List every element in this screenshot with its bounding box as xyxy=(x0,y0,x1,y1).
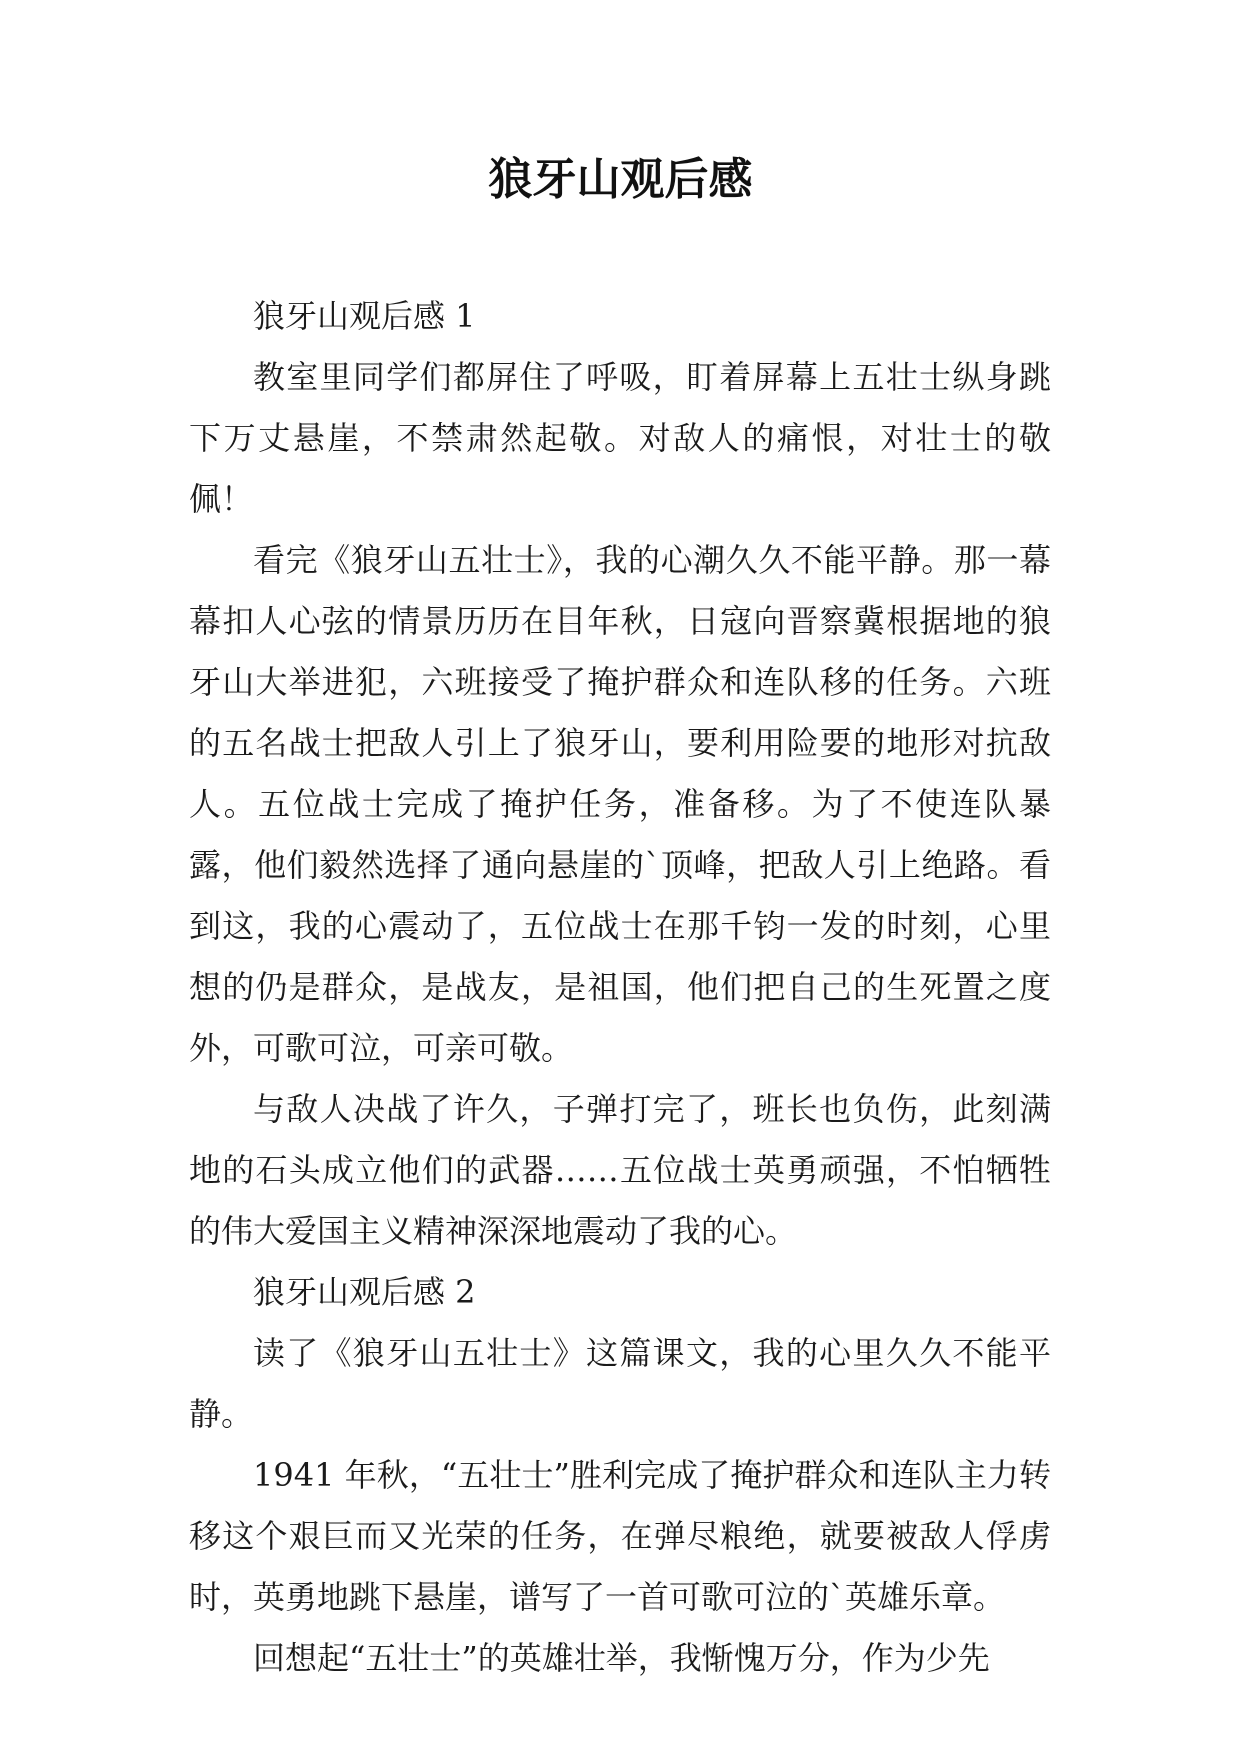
document-body xyxy=(189,286,1051,1689)
section-heading-1: 狼牙山观后感 1 xyxy=(253,297,476,335)
paragraph: 看完《狼牙山五壮士》，我的心潮久久不能平静。那一幕幕扣人心弦的情景历历在目年秋，日寇向晋察冀根据地的狼牙山大举进犯，六班接受了掩护群众和连队移的任务。六班的五名战士把敌人引上了狼牙山，要利用险要的地形对抗敌人。五位战士完成了掩护任务，准备移。为了不使连队暴露，他们毅然选择了通向悬崖的`顶峰，把敌人引上绝路。看到这，我的心震动了，五位战士在那千钧一发的时刻，心里想的仍是群众，是战友，是祖国，他们把自己的生死置之度外，可歌可泣，可亲可敬。 xyxy=(189,541,1051,1067)
section-heading-2: 狼牙山观后感 2 xyxy=(253,1273,476,1311)
paragraph: 教室里同学们都屏住了呼吸，盯着屏幕上五壮士纵身跳下万丈悬崖，不禁肃然起敬。对敌人的痛恨，对壮士的敬佩！ xyxy=(189,358,1051,518)
paragraph: 回想起“五壮士”的英雄壮举，我惭愧万分，作为少先 xyxy=(253,1639,990,1677)
paragraph: 1941 年秋，“五壮士”胜利完成了掩护群众和连队主力转移这个艰巨而又光荣的任务，在弹尽粮绝，就要被敌人俘虏时，英勇地跳下悬崖，谱写了一首可歌可泣的`英雄乐章。 xyxy=(189,1456,1051,1616)
document-title: 狼牙山观后感 xyxy=(488,154,753,205)
paragraph: 与敌人决战了许久，子弹打完了，班长也负伤，此刻满地的石头成立他们的武器……五位战士英勇顽强，不怕牺牲的伟大爱国主义精神深深地震动了我的心。 xyxy=(189,1090,1051,1250)
paragraph: 读了《狼牙山五壮士》这篇课文，我的心里久久不能平静。 xyxy=(189,1334,1051,1433)
